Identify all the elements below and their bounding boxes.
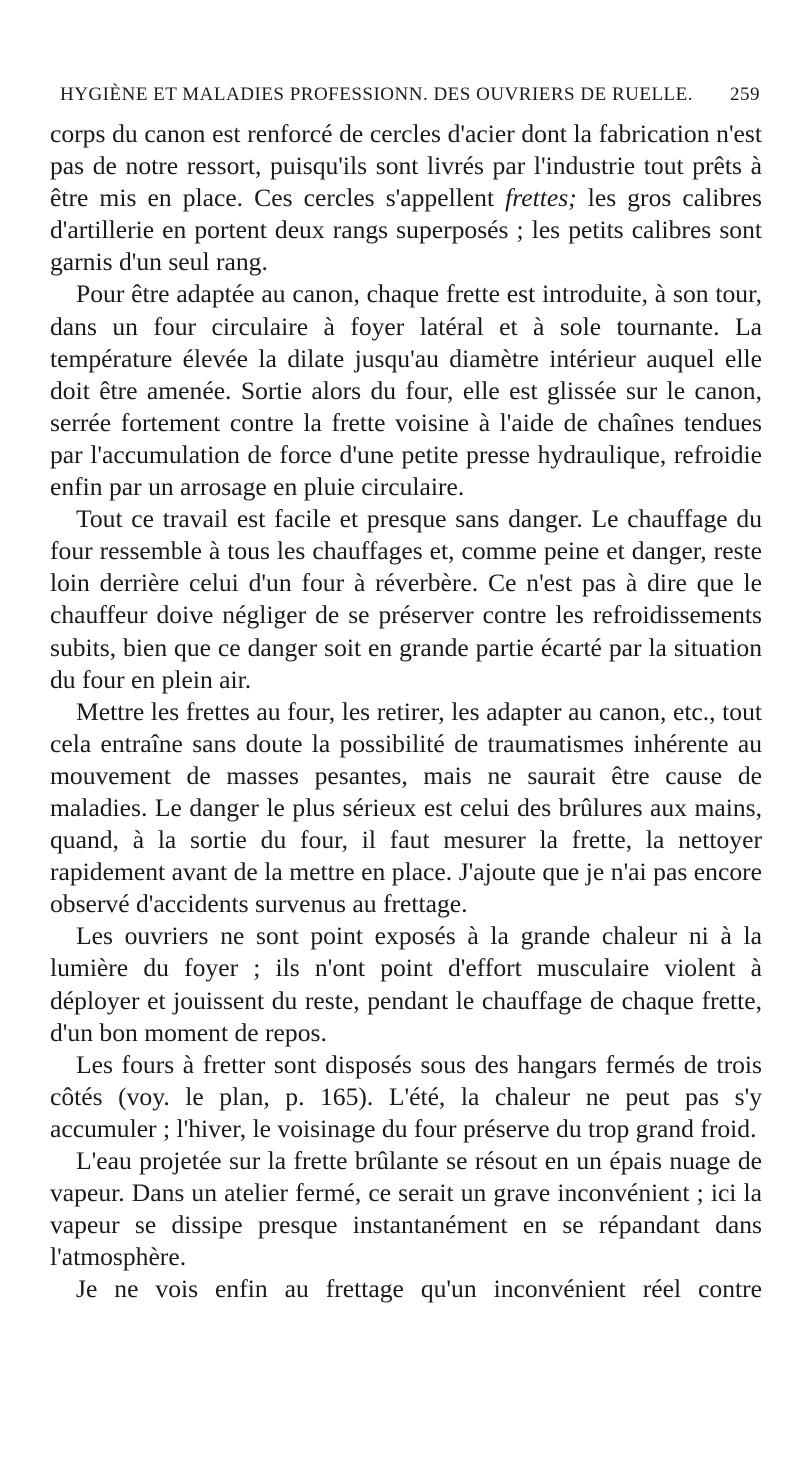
paragraph-danger-chauffage: Tout ce travail est facile et presque sans danger. Le chauffage du four ressemble à tous les chauffages et, comme peine et danger, reste loin derrière celui d'un four à réverbère. Ce n'est pas à dire que le chauffeur doive négliger de se préserver contre les refroidissements subits, bien que ce danger soit en grande partie écarté par la situation du four en plein air. bbox=[50, 504, 762, 694]
paragraph-text: corps du canon est renforcé de cercles d'acier dont la fabrication n'est pas de notre ressort, puisqu'ils sont livrés par l'industrie tout prêts à être mis en place. Ces cercles s'appellent bbox=[50, 119, 762, 213]
paragraph-ouvriers: Les ouvriers ne sont point exposés à la grande chaleur ni à la lumière du foyer ; ils n'ont point d'effort musculaire violent à déployer et jouissent du reste, pendant le chauffage de chaque frette, d'un bon moment de repos. bbox=[50, 921, 762, 1047]
running-title: HYGIÈNE ET MALADIES PROFESSIONN. DES OUVRIERS DE RUELLE. bbox=[60, 84, 694, 105]
paragraph-vapeur: L'eau projetée sur la frette brûlante se résout en un épais nuage de vapeur. Dans un atelier fermé, ce serait un grave inconvénient ; ici la vapeur se dissipe presque instantanément en se répandant dans l'atmosphère. bbox=[50, 1146, 762, 1272]
paragraph-brulures: Mettre les frettes au four, les retirer, les adapter au canon, etc., tout cela entraîne sans doute la possibilité de traumatismes inhérente au mouvement de masses pesantes, mais ne saurait être cause de maladies. Le danger le plus sérieux est celui des brûlures aux mains, quand, à la sortie du four, il faut mesurer la frette, la nettoyer rapidement avant de la mettre en place. J'ajoute que je n'ai pas encore observé d'accidents survenus au frettage. bbox=[50, 696, 762, 919]
term-frettes: frettes; bbox=[505, 183, 577, 213]
paragraph-text: les gros calibres d'artillerie en portent deux rangs superposés ; les petits calibres sont garnis d'un seul rang. bbox=[50, 183, 762, 277]
running-head bbox=[60, 84, 760, 112]
paragraph-frettes bbox=[50, 118, 762, 278]
paragraph-inconvenient: Je ne vois enfin au frettage qu'un inconvénient réel contre bbox=[76, 1274, 762, 1304]
page-number: 259 bbox=[730, 84, 760, 105]
body-text bbox=[50, 118, 762, 1305]
paragraph-hangars: Les fours à fretter sont disposés sous des hangars fermés de trois côtés (voy. le plan, p. 165). L'été, la chaleur ne peut pas s'y accumuler ; l'hiver, le voisinage du four préserve du trop grand froid. bbox=[50, 1049, 762, 1143]
paragraph-four-circulaire: Pour être adaptée au canon, chaque frette est introduite, à son tour, dans un four circulaire à foyer latéral et à sole tournante. La température élevée la dilate jusqu'au diamètre intérieur auquel elle doit être amenée. Sortie alors du four, elle est glissée sur le canon, serrée fortement contre la frette voisine à l'aide de chaînes tendues par l'accumulation de force d'une petite presse hydraulique, refroidie enfin par un arrosage en pluie circulaire. bbox=[50, 279, 762, 502]
